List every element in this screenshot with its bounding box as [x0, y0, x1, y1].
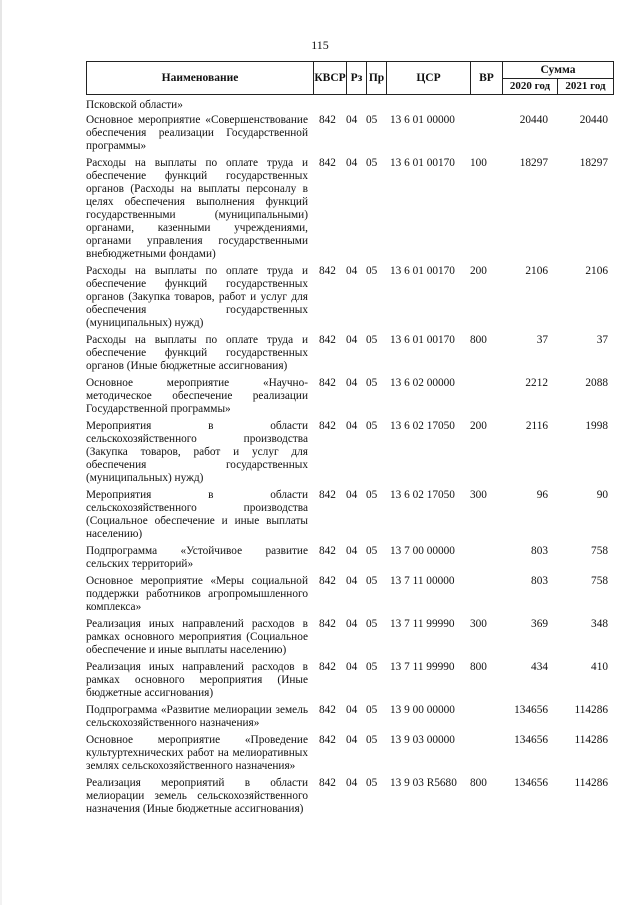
header-year-2021: 2021 год	[565, 80, 606, 92]
row-vr: 200	[470, 265, 487, 277]
row-rz: 04	[346, 334, 358, 346]
row-sum-2020: 803	[531, 575, 548, 587]
row-sum-2021: 2106	[585, 265, 608, 277]
row-sum-2020: 96	[536, 489, 548, 501]
row-name: Реализация иных направлений расходов в рамках основного мероприятия (Социальное обеспечение и иные выплаты населению)	[86, 618, 308, 656]
row-rz: 04	[346, 661, 358, 673]
table-row	[86, 265, 614, 330]
row-name: Основное мероприятие «Научно-методическое обеспечение реализации Государственной программы»	[86, 377, 308, 415]
table-row	[86, 734, 614, 773]
row-sum-2021: 114286	[574, 704, 608, 716]
row-sum-2020: 18297	[519, 157, 548, 169]
row-rz: 04	[346, 265, 358, 277]
row-vr: 800	[470, 661, 487, 673]
row-pr: 05	[366, 489, 378, 501]
row-sum-2020: 134656	[514, 734, 548, 746]
row-csr: 13 6 02 00000	[390, 377, 455, 389]
row-pr: 05	[366, 575, 378, 587]
row-name: Мероприятия в области сельскохозяйственного производства (Социальное обеспечение и иные выплаты населению)	[86, 489, 308, 540]
table-row	[86, 661, 614, 700]
row-csr: 13 7 11 00000	[390, 575, 455, 587]
row-sum-2020: 2116	[525, 420, 548, 432]
row-vr: 300	[470, 489, 487, 501]
row-name: Псковской области»	[86, 99, 183, 111]
row-vr: 300	[470, 618, 487, 630]
row-rz: 04	[346, 489, 358, 501]
header-vr: ВР	[471, 62, 503, 94]
row-pr: 05	[366, 114, 378, 126]
row-kvsr: 842	[319, 734, 336, 746]
table-header	[86, 61, 614, 95]
row-csr: 13 6 01 00170	[390, 265, 455, 277]
row-sum-2021: 348	[591, 618, 608, 630]
header-sum: Сумма	[503, 62, 613, 79]
row-kvsr: 842	[319, 618, 336, 630]
row-rz: 04	[346, 777, 358, 789]
table-row	[86, 777, 614, 816]
row-kvsr: 842	[319, 157, 336, 169]
row-rz: 04	[346, 114, 358, 126]
row-sum-2021: 1998	[585, 420, 608, 432]
row-name: Реализация мероприятий в области мелиорации земель сельскохозяйственного назначения (Иные бюджетные ассигнования)	[86, 777, 308, 815]
table-row	[86, 334, 614, 373]
row-pr: 05	[366, 420, 378, 432]
row-csr: 13 6 01 00000	[390, 114, 455, 126]
row-sum-2020: 434	[531, 661, 548, 673]
row-kvsr: 842	[319, 420, 336, 432]
row-sum-2021: 20440	[579, 114, 608, 126]
table-row	[86, 114, 614, 153]
row-sum-2020: 2106	[525, 265, 548, 277]
row-kvsr: 842	[319, 265, 336, 277]
header-csr: ЦСР	[387, 62, 471, 94]
budget-table	[86, 61, 614, 816]
header-kvsr: КВСР	[314, 62, 347, 94]
row-sum-2021: 410	[591, 661, 608, 673]
row-name: Основное мероприятие «Меры социальной поддержки работников агропромышленного комплекса»	[86, 575, 308, 613]
row-kvsr: 842	[319, 704, 336, 716]
row-csr: 13 7 11 99990	[390, 618, 455, 630]
row-kvsr: 842	[319, 377, 336, 389]
row-csr: 13 7 11 99990	[390, 661, 455, 673]
row-kvsr: 842	[319, 545, 336, 557]
row-rz: 04	[346, 377, 358, 389]
row-vr: 100	[470, 157, 487, 169]
row-pr: 05	[366, 377, 378, 389]
row-csr: 13 9 00 00000	[390, 704, 455, 716]
row-vr: 800	[470, 777, 487, 789]
table-row	[86, 420, 614, 485]
row-rz: 04	[346, 704, 358, 716]
row-pr: 05	[366, 734, 378, 746]
row-pr: 05	[366, 334, 378, 346]
table-row	[86, 618, 614, 657]
row-csr: 13 9 03 R5680	[390, 777, 457, 789]
row-sum-2021: 758	[591, 575, 608, 587]
row-name: Реализация иных направлений расходов в рамках основного мероприятия (Иные бюджетные ассигнования)	[86, 661, 308, 699]
table-row	[86, 99, 614, 112]
row-vr: 800	[470, 334, 487, 346]
row-csr: 13 6 01 00170	[390, 157, 455, 169]
header-pr: Пр	[367, 62, 387, 94]
row-csr: 13 6 02 17050	[390, 420, 455, 432]
row-csr: 13 6 02 17050	[390, 489, 455, 501]
header-name: Наименование	[87, 62, 314, 94]
row-pr: 05	[366, 777, 378, 789]
row-name: Расходы на выплаты по оплате труда и обеспечение функций государственных органов (Закупка товаров, работ и услуг для обеспечения государственных (муниципальных) нужд)	[86, 265, 308, 329]
row-pr: 05	[366, 545, 378, 557]
row-pr: 05	[366, 265, 378, 277]
row-name: Подпрограмма «Развитие мелиорации земель сельскохозяйственного назначения»	[86, 704, 308, 729]
header-rz: Рз	[347, 62, 367, 94]
row-sum-2021: 114286	[574, 777, 608, 789]
row-csr: 13 9 03 00000	[390, 734, 455, 746]
table-row	[86, 489, 614, 541]
table-row	[86, 704, 614, 730]
row-pr: 05	[366, 661, 378, 673]
row-pr: 05	[366, 157, 378, 169]
row-sum-2020: 134656	[514, 777, 548, 789]
row-name: Основное мероприятие «Совершенствование обеспечения реализации Государственной программы»	[86, 114, 308, 152]
row-sum-2020: 20440	[519, 114, 548, 126]
row-rz: 04	[346, 618, 358, 630]
page-number: 115	[311, 38, 329, 52]
row-rz: 04	[346, 157, 358, 169]
row-sum-2020: 37	[536, 334, 548, 346]
row-sum-2020: 2212	[525, 377, 548, 389]
row-sum-2021: 18297	[579, 157, 608, 169]
table-row	[86, 377, 614, 416]
row-pr: 05	[366, 618, 378, 630]
row-sum-2021: 2088	[585, 377, 608, 389]
row-sum-2020: 369	[531, 618, 548, 630]
header-sum-group	[503, 62, 613, 94]
row-name: Мероприятия в области сельскохозяйственного производства (Закупка товаров, работ и услуг для обеспечения государственных (муниципальных) нужд)	[86, 420, 308, 484]
scan-edge	[0, 0, 2, 905]
table-row	[86, 545, 614, 571]
table-row	[86, 575, 614, 614]
row-name: Расходы на выплаты по оплате труда и обеспечение функций государственных органов (Иные бюджетные ассигнования)	[86, 334, 308, 372]
row-name: Основное мероприятие «Проведение культуртехнических работ на мелиоративных землях сельскохозяйственного назначения»	[86, 734, 308, 772]
row-pr: 05	[366, 704, 378, 716]
row-kvsr: 842	[319, 114, 336, 126]
row-rz: 04	[346, 575, 358, 587]
row-sum-2021: 758	[591, 545, 608, 557]
table-body	[86, 99, 614, 816]
row-vr: 200	[470, 420, 487, 432]
header-year-2020: 2020 год	[503, 78, 558, 94]
row-rz: 04	[346, 734, 358, 746]
row-sum-2020: 134656	[514, 704, 548, 716]
row-sum-2021: 37	[596, 334, 608, 346]
row-kvsr: 842	[319, 334, 336, 346]
row-kvsr: 842	[319, 777, 336, 789]
row-rz: 04	[346, 545, 358, 557]
row-kvsr: 842	[319, 575, 336, 587]
row-sum-2020: 803	[531, 545, 548, 557]
row-kvsr: 842	[319, 489, 336, 501]
row-rz: 04	[346, 420, 358, 432]
row-csr: 13 7 00 00000	[390, 545, 455, 557]
row-name: Подпрограмма «Устойчивое развитие сельских территорий»	[86, 545, 308, 570]
row-sum-2021: 90	[596, 489, 608, 501]
table-row	[86, 157, 614, 261]
row-csr: 13 6 01 00170	[390, 334, 455, 346]
row-name: Расходы на выплаты по оплате труда и обеспечение функций государственных органов (Расходы на выплаты персоналу в целях обеспечения выполнения функций государственными (муниципальными) органами, казенными учреждениями, органами управления государственными внебюджетными фондами)	[86, 157, 308, 260]
row-kvsr: 842	[319, 661, 336, 673]
row-sum-2021: 114286	[574, 734, 608, 746]
